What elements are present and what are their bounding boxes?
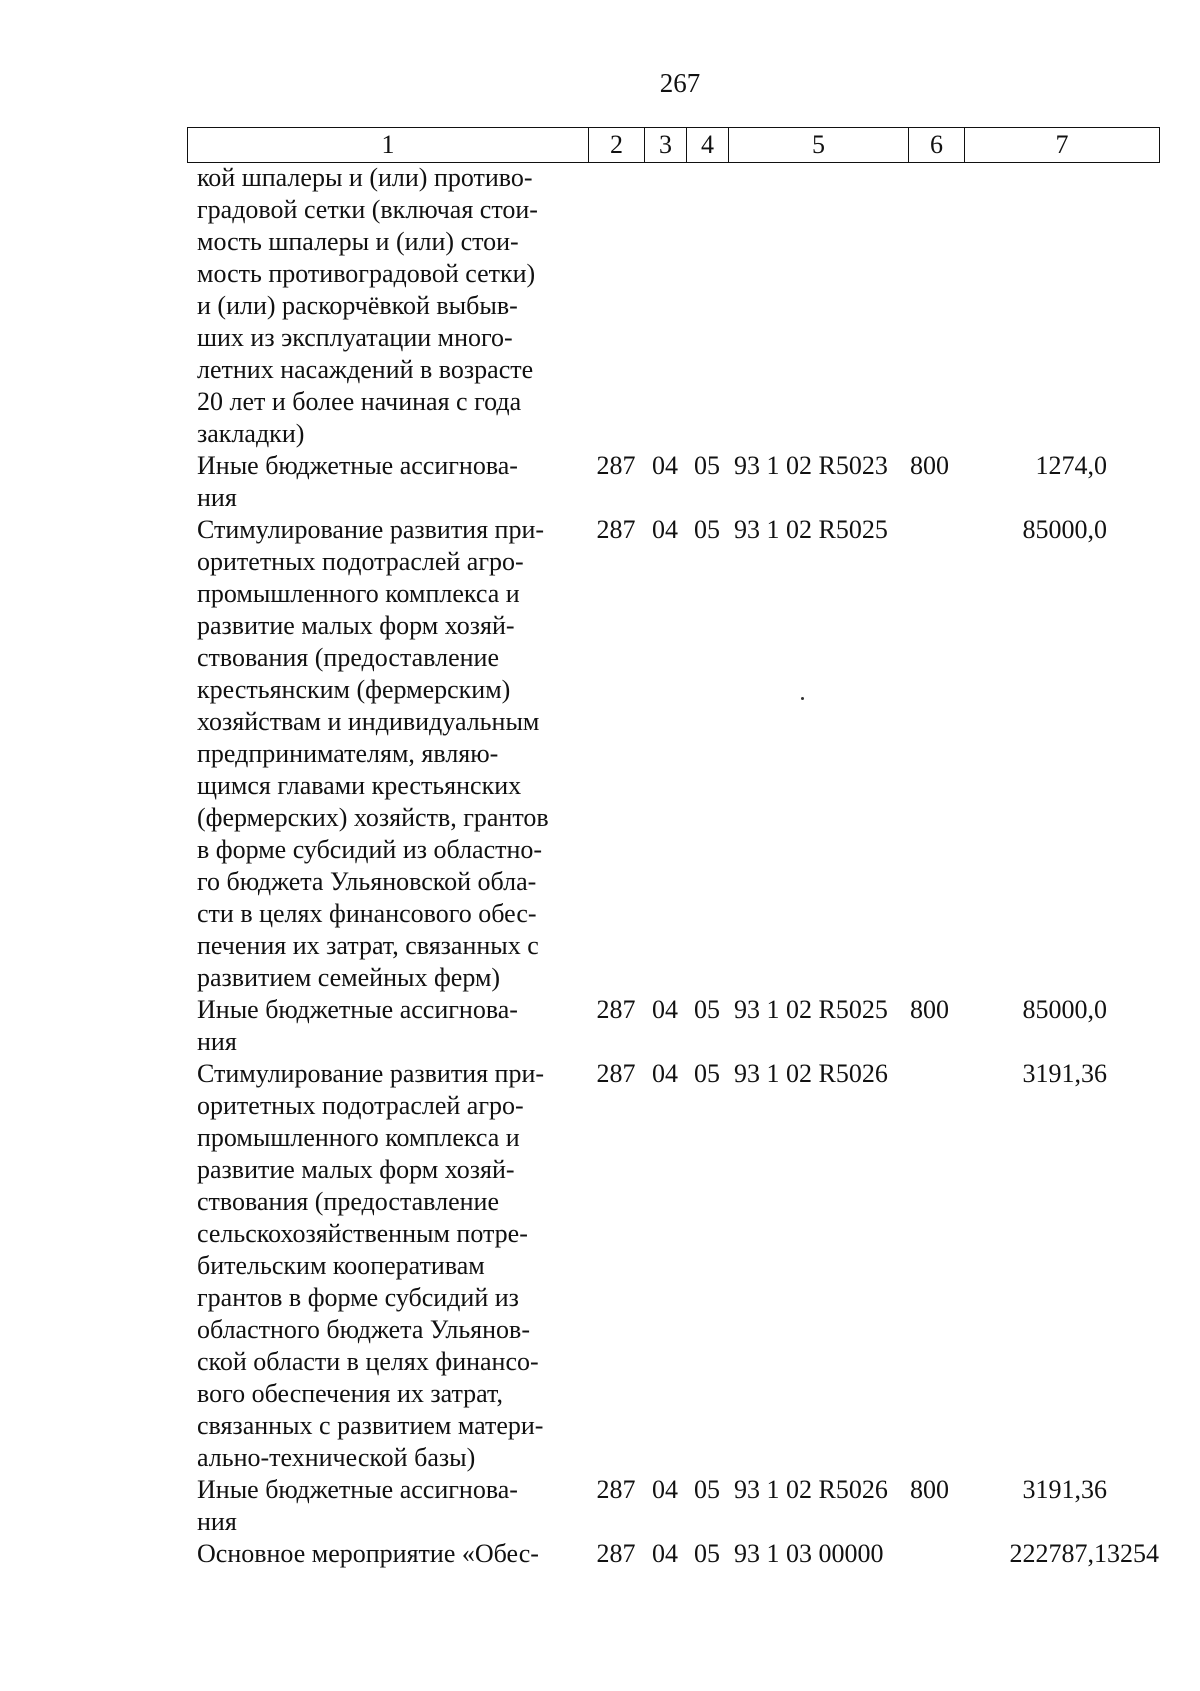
column-header-3: 3 (645, 128, 687, 163)
column-header-1: 1 (188, 128, 589, 163)
row-section-code (644, 162, 686, 450)
row-amount: 3191,36 (1022, 1059, 1107, 1088)
budget-table (187, 162, 1159, 1570)
table-row (187, 1474, 1159, 1538)
stray-dot-mark (801, 697, 804, 700)
row-target-code: 93 1 02 R5023 (734, 451, 888, 480)
table-row (187, 1058, 1159, 1474)
row-gp-code: 287 (596, 1059, 636, 1088)
row-description: Основное мероприятие «Обес- (197, 1539, 539, 1568)
table-row (187, 162, 1159, 450)
column-header-table (187, 127, 1160, 163)
row-description: кой шпалеры и (или) противо- градовой сетки (включая стои- мость шпалеры и (или) стои- мость противоградовой сетки) и (или) раскорчёвкой выбыв- ших из эксплуатации много- летних насаждений в возрасте 20 лет и более начиная с года закладки) (197, 163, 538, 448)
row-target-code: 93 1 03 00000 (734, 1539, 884, 1568)
table-row (187, 450, 1159, 514)
row-expense-type (908, 514, 964, 994)
row-amount: 3191,36 (1022, 1475, 1107, 1504)
row-subsection-code: 05 (694, 1059, 720, 1088)
row-expense-type: 800 (910, 1475, 949, 1504)
row-amount: 85000,0 (1022, 995, 1107, 1024)
row-description: Иные бюджетные ассигнова- ния (197, 451, 518, 512)
row-target-code: 93 1 02 R5026 (734, 1059, 888, 1088)
row-expense-type: 800 (910, 995, 949, 1024)
row-section-code: 04 (652, 515, 678, 544)
row-description: Иные бюджетные ассигнова- ния (197, 1475, 518, 1536)
row-section-code: 04 (652, 1539, 678, 1568)
column-header-2: 2 (589, 128, 645, 163)
row-subsection-code: 05 (694, 1475, 720, 1504)
table-row (187, 1538, 1159, 1570)
row-description: Стимулирование развития при- оритетных подотраслей агро- промышленного комплекса и развитие малых форм хозяй- ствования (предоставление сельскохозяйственным потре- бительским кооперативам грантов в форме субсидий из областного бюджета Ульянов- ской области в целях финансо- вого обеспечения их затрат, связанных с развитием матери- ально-технической базы) (197, 1059, 545, 1472)
row-gp-code: 287 (596, 515, 636, 544)
row-subsection-code: 05 (694, 451, 720, 480)
column-header-6: 6 (909, 128, 965, 163)
row-expense-type (908, 162, 964, 450)
row-amount: 1274,0 (1035, 451, 1107, 480)
row-section-code: 04 (652, 1059, 678, 1088)
row-target-code: 93 1 02 R5025 (734, 995, 888, 1024)
row-section-code: 04 (652, 451, 678, 480)
table-row (187, 994, 1159, 1058)
table-row (187, 514, 1159, 994)
row-subsection-code: 05 (694, 995, 720, 1024)
row-target-code: 93 1 02 R5026 (734, 1475, 888, 1504)
row-subsection-code: 05 (694, 515, 720, 544)
row-gp-code: 287 (596, 1539, 636, 1568)
column-header-7: 7 (965, 128, 1160, 163)
row-gp-code: 287 (596, 1475, 636, 1504)
page-number: 267 (659, 68, 701, 98)
row-description: Иные бюджетные ассигнова- ния (197, 995, 518, 1056)
row-amount: 85000,0 (1022, 515, 1107, 544)
column-header-5: 5 (729, 128, 909, 163)
row-description: Стимулирование развития при- оритетных подотраслей агро- промышленного комплекса и развитие малых форм хозяй- ствования (предоставление крестьянским (фермерским) хозяйствам и индивидуальным предпринимателям, являю- щимся главами крестьянских (фермерских) хозяйств, грантов в форме субсидий из областно- го бюджета Ульяновской обла- сти в целях финансового обес- печения их затрат, связанных с развитием семейных ферм) (197, 515, 549, 992)
row-expense-type: 800 (910, 451, 949, 480)
row-gp-code (588, 162, 644, 450)
row-subsection-code: 05 (694, 1539, 720, 1568)
row-target-code: 93 1 02 R5025 (734, 515, 888, 544)
row-target-code (728, 162, 908, 450)
row-gp-code: 287 (596, 995, 636, 1024)
row-amount: 222787,13254 (1009, 1539, 1159, 1568)
row-amount (964, 162, 1159, 450)
row-expense-type (908, 1538, 964, 1570)
row-subsection-code (686, 162, 728, 450)
column-header-row (188, 128, 1160, 163)
column-header-4: 4 (687, 128, 729, 163)
row-section-code: 04 (652, 995, 678, 1024)
row-expense-type (908, 1058, 964, 1474)
row-section-code: 04 (652, 1475, 678, 1504)
row-gp-code: 287 (596, 451, 636, 480)
